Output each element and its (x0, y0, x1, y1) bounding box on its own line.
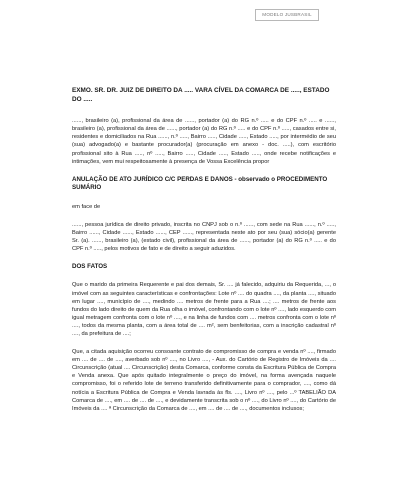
action-title (72, 176, 336, 193)
document-header-tag: MODELO JUSBRASIL (255, 9, 319, 21)
action-procedure-note: - observado o PROCEDIMENTO SUMÁRIO (72, 175, 328, 192)
facts-paragraph-1: Que o marido da primeira Requerente e pai dos demais, Sr. .... já falecido, adquiriu da Requerida, ..., o imóvel com as seguintes características e confrontações: Lote nº .... do quadra ...., da planta ...., situado em lugar ...., município de ...., medindo .... metros de frente para a Rua ....; .... metros de frente aos fundos do lado direito de quem da Rua olha o imóvel, confrontando com o lote nº ...., lado esquerdo com igual metragem confronta com o lote nº ...., e na linha de fundos com .... metros confronta com o lote nº ...., todos da mesma planta, com a área total de .... m², sem benfeitorias, com a inscrição cadastral nº ...., da prefeitura de ....; (72, 282, 336, 337)
action-title-main: ANULAÇÃO DE ATO JURÍDICO C/C PERDAS E DANOS (72, 175, 233, 183)
document-body (72, 87, 336, 423)
against-line: em face de (72, 203, 101, 210)
facts-heading: DOS FATOS (72, 263, 108, 271)
facts-paragraph-2: Que, a citada aquisição ocorreu consoante contrato de compromisso de compra e venda nº ...., firmado em .... de .... de ...., averbado sob nº ...., no Livro ...., - Aux. do Cartório de Registro de Imóveis da .... Circunscrição (atual .... Circunscrição) desta Comarca, conforme consta da Escritura Pública de Compra e Venda anexa. Que após quitado integralmente o preço do imóvel, na forma avençada naquele compromisso, foi o referido lote de terreno transferido definitivamente para o comprador, ...., como dá notícia a Escritura Pública de Compra e Venda lavrada às fls. ...., Livro nº ...., pelo ...º TABELIÃO DA Comarca de ...., em .... de .... de ...., e devidamente transcrita sob o nº ...., do Livro nº ...., do Cartório de Imóveis da .... ª Circunscrição da Comarca de ...., em .... de .... de ...., documentos inclusos; (72, 349, 336, 412)
court-addressee: EXMO. SR. DR. JUIZ DE DIREITO DA ..... VARA CÍVEL DA COMARCA DE ....., ESTADO DO ..... (72, 87, 330, 103)
defendant-paragraph: ......, pessoa jurídica de direito privado, inscrita no CNPJ sob o n.º ......, com sede na Rua ......, n.º ....., Bairro ......, Cidade ......, Estado ......, CEP ......, representada neste ato por seu (sua) sócio(a) gerente Sr. (a). ......, brasileiro (a), (estado civil), profissional da área de ......, portador (a) do RG n.º ..... e do CPF n.º ....., pelos motivos de fato e de direito a seguir aduzidos. (72, 221, 336, 252)
parties-intro-paragraph: ......, brasileiro (a), profissional da área de ......, portador (a) do RG n.º ..... e do CPF n.º ..... e ......, brasileiro (a), profissional da área de ......, portador (a) do RG n.º ..... e do CPF n.º ....., casados entre si, residentes e domiciliados na Rua ......, n.º ....., Bairro ....., Cidade ....., Estado ....., por intermédio de seu (sua) advogado(a) e bastante procurador(a) (procuração em anexo - doc. .....), com escritório profissional sito à Rua ....., nº ....., Bairro ....., Cidade ....., Estado ....., onde recebe notificações e intimações, vem mui respeitosamente à presença de Vossa Excelência propor (72, 118, 336, 165)
